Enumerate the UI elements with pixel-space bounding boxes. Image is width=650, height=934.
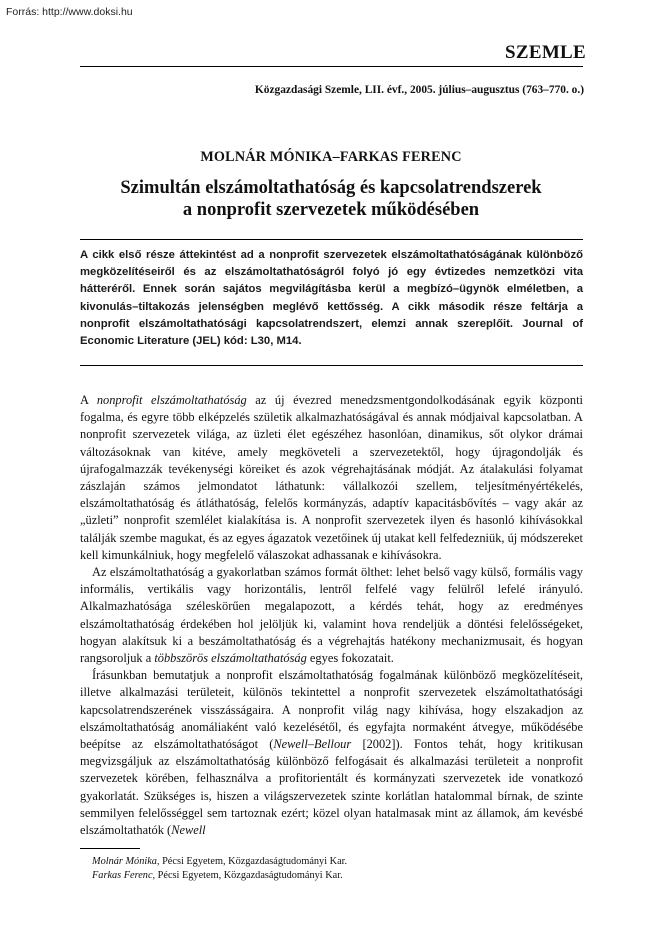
footnote-author: Farkas Ferenc, [92,870,156,881]
article-title [0,177,650,221]
footnote-affiliation: Pécsi Egyetem, Közgazdaságtudományi Kar. [155,870,343,881]
article-body [80,392,583,839]
text-run: egyes fokozatait. [306,651,394,666]
citation-author: Newell–Bellour [273,737,352,752]
text-run: A [80,393,97,407]
emphasis: többszörös elszámoltathatóság [154,651,307,666]
title-line-1: Szimultán elszámoltathatóság és kapcsolatrendszerek [120,178,542,198]
footnote-1 [92,855,347,869]
paragraph-1 [80,392,583,564]
footnote-2 [92,869,347,883]
paragraph-2 [80,564,583,667]
abstract: A cikk első része áttekintést ad a nonprofit szervezetek elszámoltathatóságának különböző megközelítéseiről és az elszámoltathatóságról folyó jó egy évtizedes nemzetközi vita hátteréről. Ennek során sajátos megvilágításba kerül a megbízó–ügynök elméletben, a kivonulás–tiltakozás jelenségben meglévő kettősség. A cikk második része feltárja a nonprofit elszámoltathatósági kapcsolatrendszert, elemzi annak szereplőit. Journal of Economic Literature (JEL) kód: L30, M14. [80,249,583,348]
title-line-2: a nonprofit szervezetek működésében [182,200,480,220]
paragraph-3 [80,667,583,839]
source-label: Forrás: http://www.doksi.hu [6,6,133,18]
footnotes [92,855,347,883]
abstract-bottom-rule [80,365,583,366]
footnote-author: Molnár Mónika, [92,856,160,867]
text-run: [2002]). Fontos tehát, hogy kritikusan megvizsgáljuk az elszámoltathatóság különböző felfogásait és alkalmazási területeit a nonprofit szervezetek körében, felhasználva a profitorientált és kormányzati szervezetek ide vonatkozó gyakorlatát. Szükséges is, hiszen a világszervezetek szinte korlátlan hatalommal bírnak, de szinte semmilyen felelősséggel sem tartoznak ezért; közel olyan hatalmasak mint az államok, ám kevésbé elszámoltathatók ( [80,737,583,838]
journal-citation: Közgazdasági Szemle, LII. évf., 2005. július–augusztus (763–770. o.) [254,84,584,96]
text-run: Az elszámoltathatóság a gyakorlatban számos formát ölthet: lehet belső vagy külső, formális vagy informális, vertikális vagy horizontális, lentről felfelé vagy felülről lefelé irányuló. Alkalmazhatósága széleskörűen megalapozott, a kérdés tehát, hogy az eredményes elszámoltathatóság érdekében hol jelöljük ki, valamint hova rendeljük a döntési felelősségeket, hogyan alakítsuk ki a beszámoltathatóság és a végrehajtás hatékony mechanizmusait, és hogyan rangsoroljuk a [80,565,583,666]
article-authors: MOLNÁR MÓNIKA–FARKAS FERENC [200,149,462,165]
section-heading: SZEMLE [505,42,586,63]
citation-author: Newell [171,823,206,838]
abstract-top-rule [80,239,583,240]
footnote-affiliation: Pécsi Egyetem, Közgazdaságtudományi Kar. [159,856,348,867]
footnote-rule [80,848,140,849]
header-rule [80,66,583,67]
text-run: az új évezred menedzsmentgondolkodásának egyik központi fogalma, és egyre több elképzelés születik alkalmazhatóságával és annak módjaival kapcsolatban. A nonprofit szervezetek világa, az üzleti élet egészéhez hasonlóan, dinamikus, sőt olykor drámai változásoknak van kitéve, amely megköveteli a szervezetektől, hogy újragondolják és újrafogalmazzák tevékenységi köreiket és azok végrehajtásának módját. Az átalakulási folyamat zászlaján számos jelmondatot láthatunk: vállalkozói szellem, teljesítményértékelés, elszámoltathatóság és átláthatóság, felelős kormányzás, adaptív kapacitásbővítés – vagy akár az „üzleti” nonprofit szemlélet kialakítása is. A nonprofit szervezetek ilyen és hasonló kihívásokkal találják szembe magukat, és az egyes ágazatok vezetőinek új utakat kell felfedezniük, új módszereket kell kimunkálniuk, hogy megfelelő válaszokat adhassanak e kihívásokra. [80,393,583,562]
text-run: Írásunkban bemutatjuk a nonprofit elszámoltathatóság fogalmának különböző megközelítéseit, illetve alkalmazási területeit, különös tekintettel a nonprofit szervezetek elszámoltathatósági kapcsolatrendszerének visszásságaira. A nonprofit világ nagy kihívása, hogy elszakadjon az elszámoltathatóság anomáliaként való kezelésétől, és egyfajta normaként átvegye, működésébe beépítse az elszámoltathatóságot ( [80,668,583,752]
emphasis: nonprofit elszámoltathatóság [96,393,247,407]
